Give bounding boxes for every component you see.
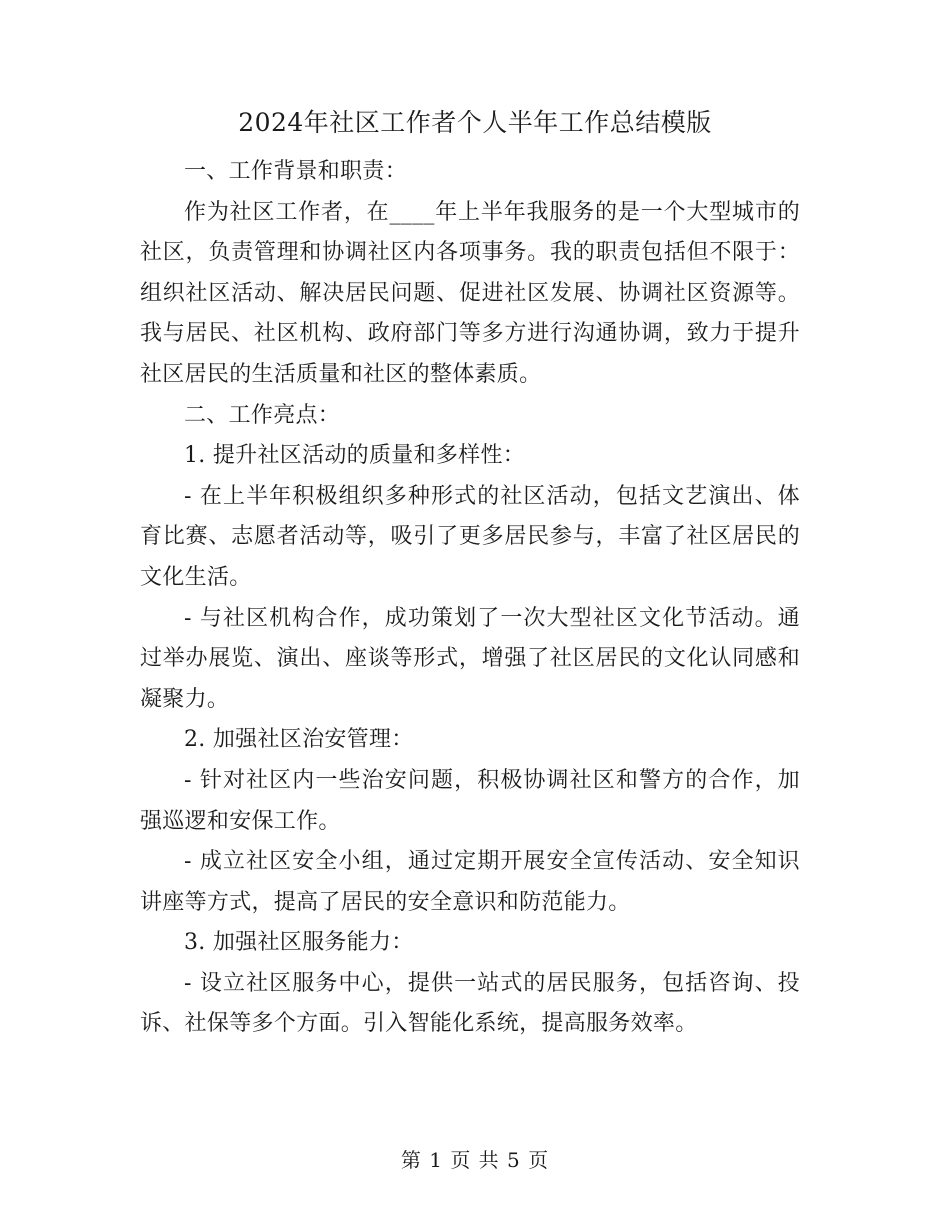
subheading-security: 2. 加强社区治安管理： xyxy=(184,727,414,753)
bullet-security-2: - 成立社区安全小组，通过定期开展安全宣传活动、安全知识讲座等方式，提高了居民的安全意识和防范能力。 xyxy=(140,849,800,915)
bullet-services-1: - 设立社区服务中心，提供一站式的居民服务，包括咨询、投诉、社保等多个方面。引入智能化系统，提高服务效率。 xyxy=(140,970,800,1037)
bullet-security-1: - 针对社区内一些治安问题，积极协调社区和警方的合作，加强巡逻和安保工作。 xyxy=(140,767,800,834)
document-title: 2024年社区工作者个人半年工作总结模版 xyxy=(238,108,712,137)
subheading-services: 3. 加强社区服务能力： xyxy=(184,930,414,956)
document-body xyxy=(140,152,800,1045)
bullet-activities-2: - 与社区机构合作，成功策划了一次大型社区文化节活动。通过举办展览、演出、座谈等形式，增强了社区居民的文化认同感和凝聚力。 xyxy=(140,605,800,712)
section-heading-highlights: 二、工作亮点： xyxy=(184,402,341,428)
paragraph-responsibilities: 作为社区工作者，在____年上半年我服务的是一个大型城市的社区，负责管理和协调社区内各项事务。我的职责包括但不限于：组织社区活动、解决居民问题、促进社区发展、协调社区资源等。我与居民、社区机构、政府部门等多方进行沟通协调，致力于提升社区居民的生活质量和社区的整体素质。 xyxy=(140,199,800,387)
section-heading-background: 一、工作背景和职责： xyxy=(184,159,408,184)
subheading-activities: 1. 提升社区活动的质量和多样性： xyxy=(184,443,526,469)
bullet-activities-1: - 在上半年积极组织多种形式的社区活动，包括文艺演出、体育比赛、志愿者活动等，吸引了更多居民参与，丰富了社区居民的文化生活。 xyxy=(140,483,800,590)
page-number-footer: 第 1 页 共 5 页 xyxy=(400,1148,550,1172)
